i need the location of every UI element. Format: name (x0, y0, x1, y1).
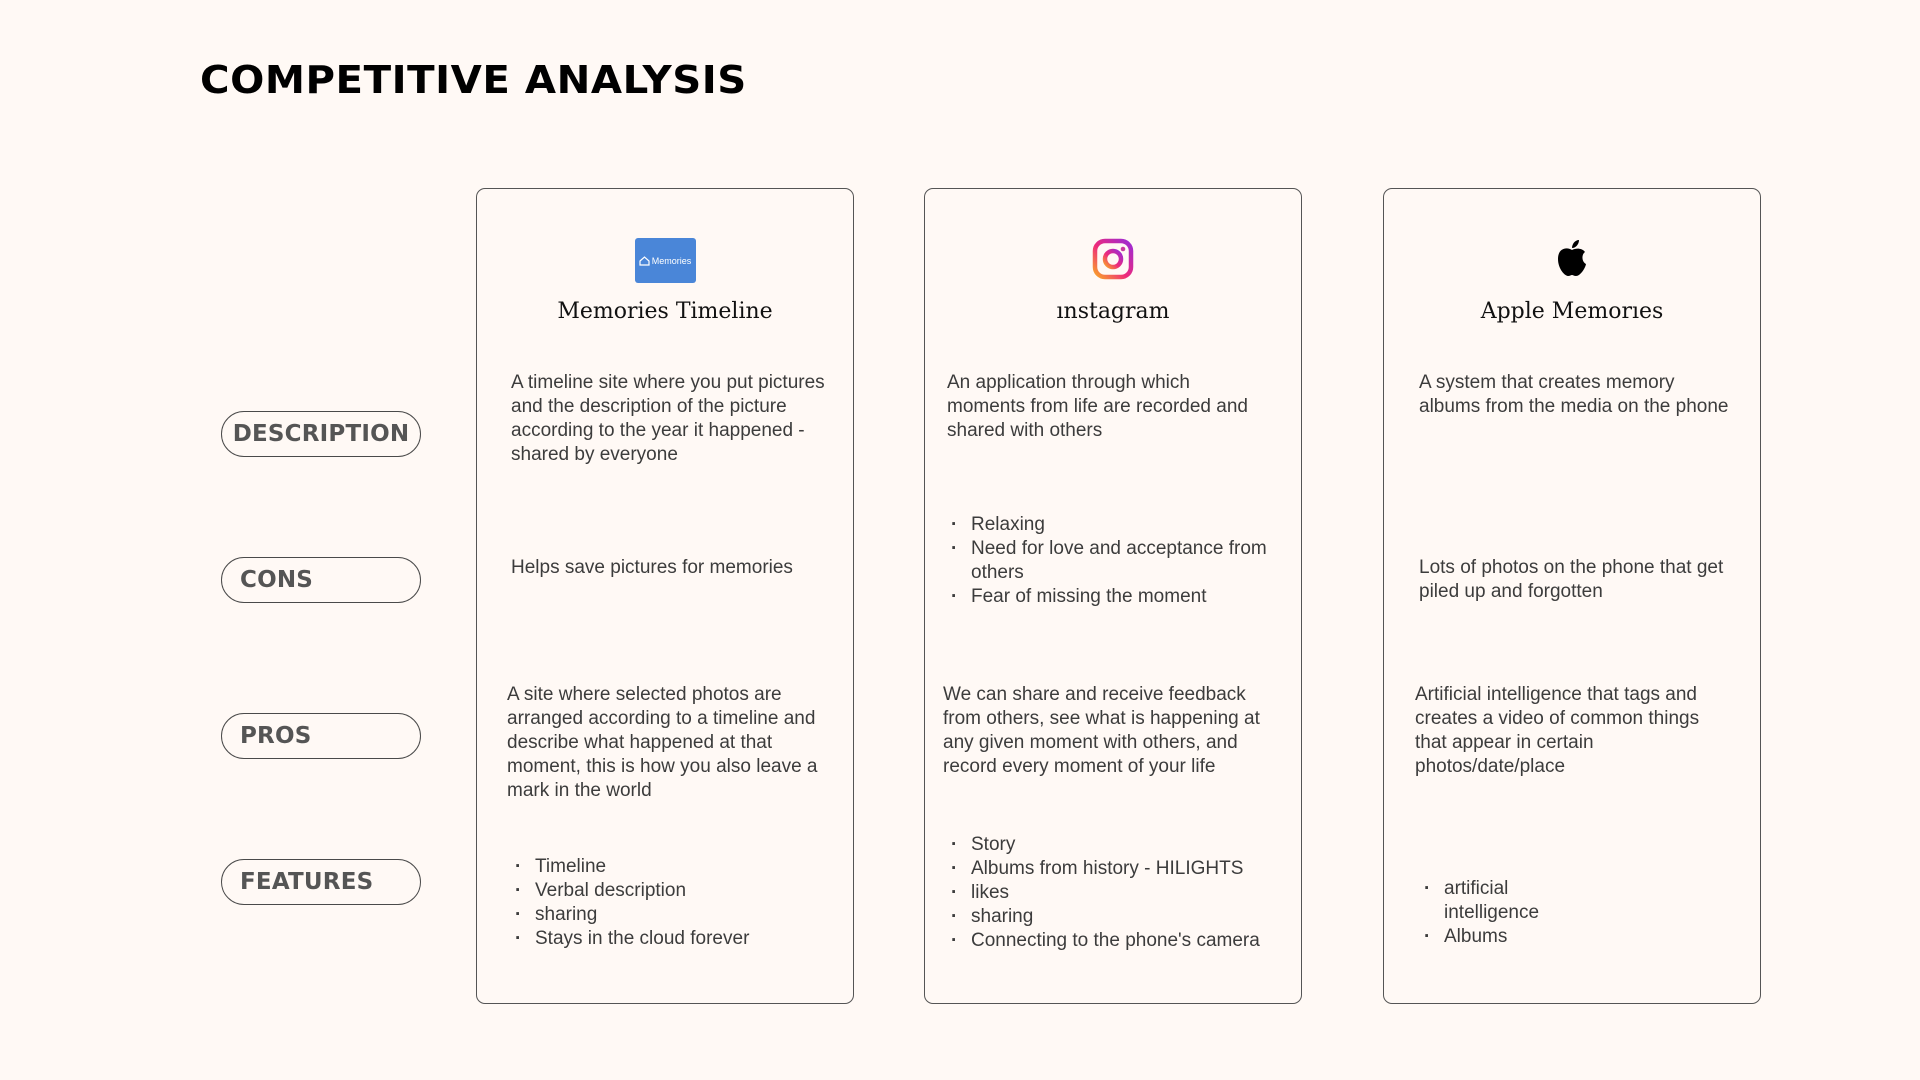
description-text: A system that creates memory albums from the media on the phone (1419, 372, 1729, 417)
memories-app-icon: Memories (635, 238, 696, 283)
pros-text: A site where selected photos are arranged according to a timeline and describe what happened at that moment, this is how you also leave a mark in the world (507, 684, 818, 801)
row-label-features: FEATURES (221, 859, 421, 905)
cons-list (947, 513, 1277, 609)
card-title: Memories Timeline (557, 299, 773, 324)
list-item: · sharing (511, 903, 841, 927)
list-item: · Verbal description (511, 879, 841, 903)
row-label-pros: PROS (221, 713, 421, 759)
list-item: · Albums from history - HILIGHTS (947, 857, 1297, 881)
card-memories-timeline (476, 188, 854, 1004)
description-text: A timeline site where you put pictures and the description of the picture according to the year it happened - shared by everyone (511, 372, 825, 465)
list-item: · Fear of missing the moment (947, 585, 1277, 609)
card-title: Apple Memorıes (1480, 299, 1664, 324)
instagram-icon (1092, 238, 1134, 280)
row-label-cons: CONS (221, 557, 421, 603)
card-apple-memories (1383, 188, 1761, 1004)
list-item: · Story (947, 833, 1297, 857)
pros-text: Artificial intelligence that tags and creates a video of common things that appear in certain photos/date/place (1415, 684, 1700, 777)
list-item: · Relaxing (947, 513, 1277, 537)
list-item: · likes (947, 881, 1297, 905)
list-item: · Connecting to the phone's camera (947, 929, 1297, 953)
row-label-description: DESCRIPTION (221, 411, 421, 457)
cons-text: Lots of photos on the phone that get piled up and forgotten (1419, 557, 1724, 602)
features-list (1420, 877, 1580, 949)
cons-text: Helps save pictures for memories (511, 557, 793, 578)
list-item: · Stays in the cloud forever (511, 927, 841, 951)
list-item: · Need for love and acceptance from others (947, 537, 1277, 585)
card-instagram (924, 188, 1302, 1004)
description-text: An application through which moments from life are recorded and shared with others (947, 372, 1248, 441)
list-item: · artificial intelligence (1420, 877, 1580, 925)
home-icon (639, 256, 650, 266)
features-list (511, 855, 841, 951)
features-list (947, 833, 1297, 953)
card-title: ınstagram (1056, 299, 1170, 324)
page-title: COMPETITIVE ANALYSIS (200, 58, 747, 102)
list-item: · Albums (1420, 925, 1580, 949)
pros-text: We can share and receive feedback from others, see what is happening at any given moment with others, and record every moment of your life (943, 684, 1260, 777)
list-item: · Timeline (511, 855, 841, 879)
list-item: · sharing (947, 905, 1297, 929)
apple-icon (1555, 238, 1589, 278)
